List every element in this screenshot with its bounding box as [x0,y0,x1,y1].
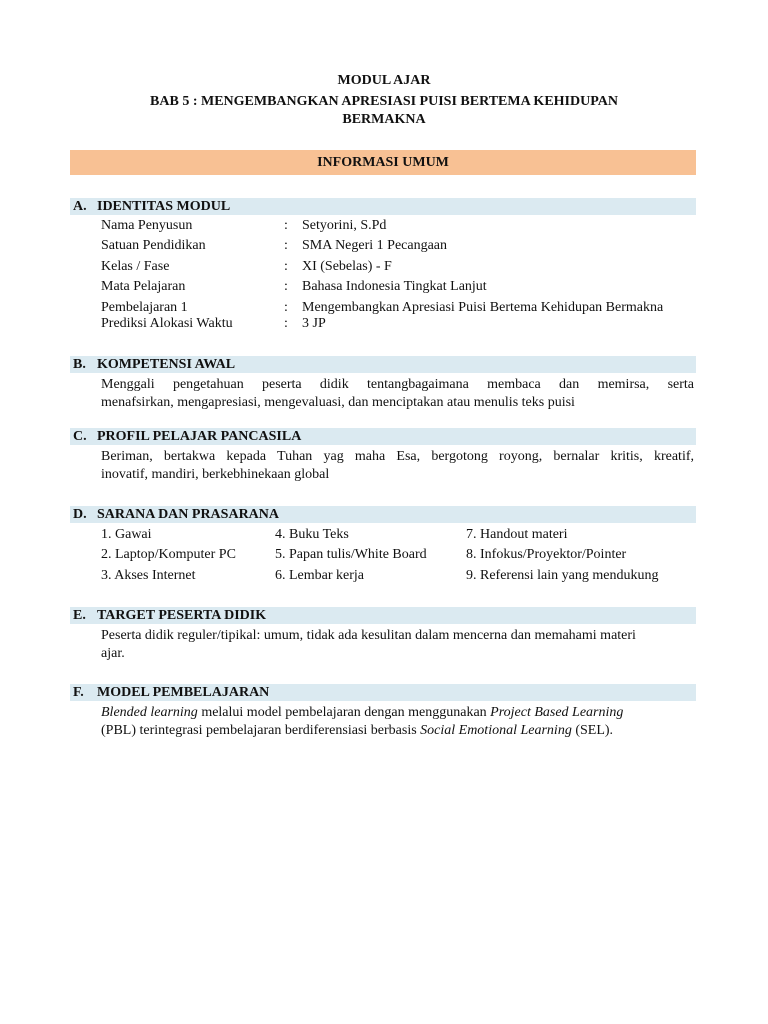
identity-value: SMA Negeri 1 Pecangaan [302,238,448,253]
identity-colon: : [284,259,288,274]
section-f-header [70,684,696,701]
section-e-header [70,607,696,624]
identity-label: Pembelajaran 1 [101,300,188,315]
facility-item: 3. Akses Internet [101,568,196,583]
identity-value: Mengembangkan Apresiasi Puisi Bertema Kehidupan Bermakna [302,300,664,315]
section-e-line2: ajar. [101,646,125,661]
section-c-title: PROFIL PELAJAR PANCASILA [97,429,302,444]
section-d-header [70,506,696,523]
section-f-text: (PBL) terintegrasi pembelajaran berdiferensiasi berbasis [101,723,421,738]
section-c-letter: C. [73,429,87,444]
section-c-line2: inovatif, mandiri, berkebhinekaan global [101,467,330,482]
section-b-line1: Menggali pengetahuan peserta didik tentangbagaimana membaca dan memirsa, serta [101,377,694,392]
identity-label: Kelas / Fase [101,259,170,274]
section-e-letter: E. [73,608,86,623]
section-d-letter: D. [73,507,87,522]
chapter-title-line2: BERMAKNA [342,112,426,127]
facility-item: 6. Lembar kerja [275,568,365,583]
section-a-letter: A. [73,199,87,214]
identity-label: Prediksi Alokasi Waktu [101,316,233,331]
section-f-title: MODEL PEMBELAJARAN [97,685,270,700]
section-banner: INFORMASI UMUM [70,150,696,175]
identity-value: 3 JP [302,316,326,331]
facility-item: 9. Referensi lain yang mendukung [466,568,659,583]
identity-value: XI (Sebelas) - F [302,259,392,274]
section-a-header [70,198,696,215]
section-f-letter: F. [73,685,84,700]
blended-learning-term: Blended learning [101,705,198,720]
identity-colon: : [284,218,288,233]
identity-colon: : [284,316,288,331]
chapter-title-line1: BAB 5 : MENGEMBANGKAN APRESIASI PUISI BERTEMA KEHIDUPAN [150,94,618,109]
identity-value: Setyorini, S.Pd [302,218,387,233]
section-b-header [70,356,696,373]
section-c-header [70,428,696,445]
section-e-line1: Peserta didik reguler/tipikal: umum, tidak ada kesulitan dalam mencerna dan memahami materi [101,628,636,643]
facility-item: 5. Papan tulis/White Board [275,547,427,562]
facility-item: 1. Gawai [101,527,152,542]
facility-item: 8. Infokus/Proyektor/Pointer [466,547,627,562]
section-e-title: TARGET PESERTA DIDIK [97,608,267,623]
identity-label: Nama Penyusun [101,218,193,233]
section-c-line1: Beriman, bertakwa kepada Tuhan yag maha Esa, bergotong royong, bernalar kritis, kreatif, [101,449,694,464]
section-b-letter: B. [73,357,86,372]
section-f-line2 [101,722,613,740]
identity-colon: : [284,279,288,294]
pbl-term: Project Based Learning [490,705,624,720]
section-b-line2: menafsirkan, mengapresiasi, mengevaluasi, dan menciptakan atau menulis teks puisi [101,395,575,410]
identity-label: Satuan Pendidikan [101,238,206,253]
identity-colon: : [284,238,288,253]
facility-item: 7. Handout materi [466,527,568,542]
section-f-text: (SEL). [571,723,614,738]
sel-term: Social Emotional Learning [420,723,572,738]
section-b-title: KOMPETENSI AWAL [97,357,236,372]
module-title: MODUL AJAR [337,73,431,88]
facility-item: 2. Laptop/Komputer PC [101,547,236,562]
section-f-text: melalui model pembelajaran dengan menggunakan [197,705,491,720]
section-d-title: SARANA DAN PRASARANA [97,507,280,522]
section-f-line1 [101,704,623,722]
identity-value: Bahasa Indonesia Tingkat Lanjut [302,279,487,294]
facility-item: 4. Buku Teks [275,527,349,542]
identity-colon: : [284,300,288,315]
section-a-title: IDENTITAS MODUL [97,199,231,214]
identity-label: Mata Pelajaran [101,279,186,294]
